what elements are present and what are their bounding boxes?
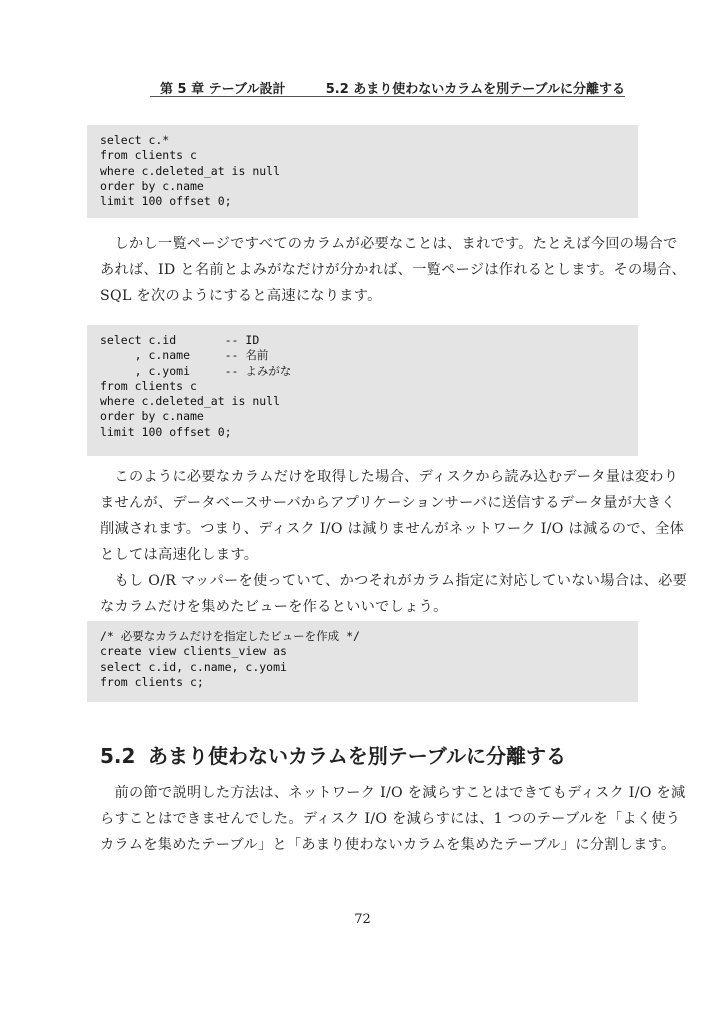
text-line: from clients c	[100, 148, 197, 163]
header-section: 5.2 あまり使わないカラムを別テーブルに分離する	[325, 82, 625, 97]
text-line: 削減されます。つまり、ディスク I/O は減りませんがネットワーク I/O は減るので、全体	[100, 521, 685, 537]
section-heading	[100, 740, 566, 769]
text-line: from clients c	[100, 378, 197, 393]
text-line: order by c.name	[100, 409, 204, 424]
text-line: SQL を次のようにすると高速になります。	[100, 288, 382, 304]
section-title: あまり使わないカラムを別テーブルに分離する	[148, 744, 566, 768]
section-number: 5.2	[100, 744, 136, 768]
text-line: , c.name -- 名前	[100, 348, 269, 363]
text-line: limit 100 offset 0;	[100, 194, 232, 209]
text-line: where c.deleted_at is null	[100, 163, 281, 178]
code-block-2	[87, 325, 638, 456]
text-line: order by c.name	[100, 178, 204, 193]
text-line: らすことはできませんでした。ディスク I/O を減らすには、1 つのテーブルを「よく使う	[100, 811, 681, 827]
code-block-1	[87, 125, 638, 218]
header-chapter: 第 5 章 テーブル設計	[160, 82, 286, 97]
text-line: select c.id, c.name, c.yomi	[100, 659, 287, 674]
paragraph-2	[100, 464, 688, 620]
code-block-3	[87, 621, 638, 702]
text-line: create view clients_view as	[100, 644, 287, 659]
paragraph-3	[100, 780, 686, 858]
page-number: 72	[354, 912, 371, 927]
text-line: select c.*	[100, 133, 170, 147]
text-line: from clients c;	[100, 674, 204, 689]
text-line: where c.deleted_at is null	[100, 394, 281, 409]
text-line: あれば、ID と名前とよみがなだけが分かれば、一覧ページは作れるとします。その場合、	[100, 262, 686, 278]
text-line: このように必要なカラムだけを取得した場合、ディスクから読み込むデータ量は変わり	[100, 469, 679, 485]
text-line: select c.id -- ID	[100, 333, 260, 347]
text-line: カラムを集めたテーブル」と「あまり使わないカラムを集めたテーブル」に分割します。	[100, 837, 676, 853]
paragraph-1	[100, 231, 686, 309]
text-line: としては高速化します。	[100, 547, 259, 563]
text-line: limit 100 offset 0;	[100, 424, 232, 439]
text-line: ませんが、データベースサーバからアプリケーションサーバに送信するデータ量が大きく	[100, 495, 676, 511]
text-line: 前の節で説明した方法は、ネットワーク I/O を減らすことはできてもディスク I/O を減	[100, 785, 686, 801]
text-line: /* 必要なカラムだけを指定したビューを作成 */	[100, 629, 360, 643]
text-line: なカラムだけを集めたビューを作るといいでしょう。	[100, 599, 448, 615]
text-line: , c.yomi -- よみがな	[100, 363, 292, 378]
text-line: もし O/R マッパーを使っていて、かつそれがカラム指定に対応していない場合は、必要	[100, 573, 688, 589]
running-header	[150, 78, 625, 97]
text-line: しかし一覧ページですべてのカラムが必要なことは、まれです。たとえば今回の場合で	[100, 236, 678, 252]
